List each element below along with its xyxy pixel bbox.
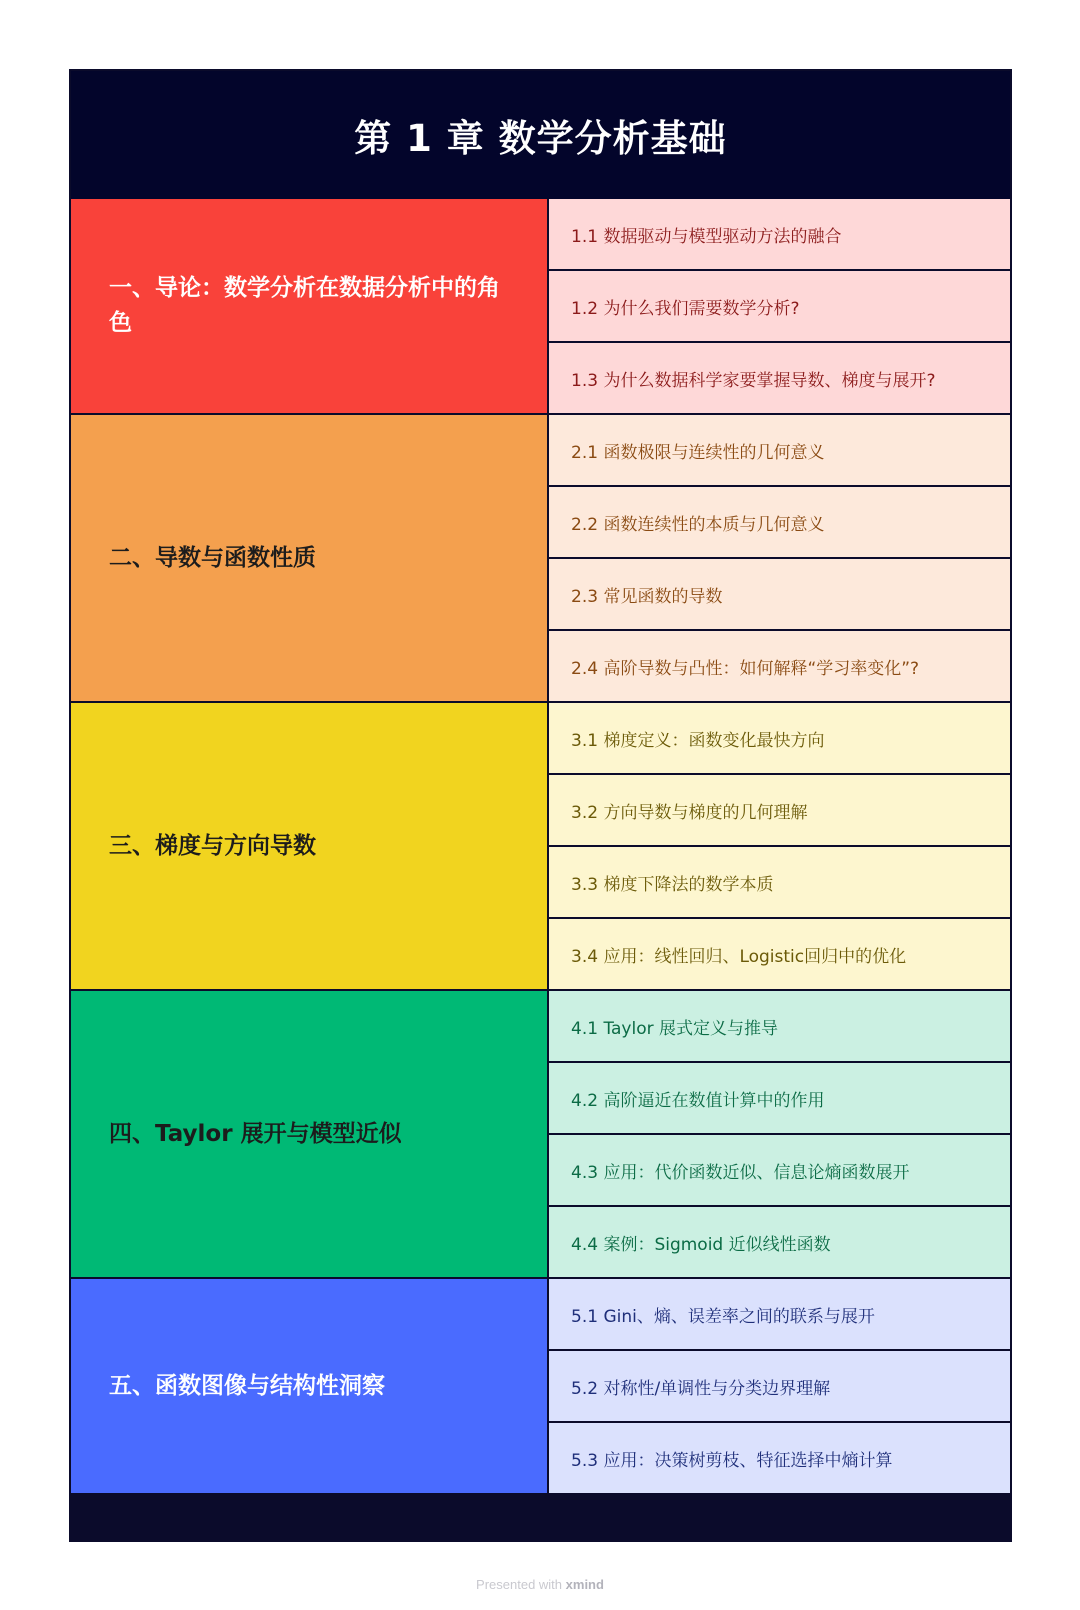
section-topic[interactable] — [71, 703, 547, 989]
section-subtopics — [549, 1279, 1010, 1495]
subtopic-item[interactable]: 4.3 应用：代价函数近似、信息论熵函数展开 — [549, 1135, 1010, 1205]
chapter-header — [71, 71, 1010, 199]
subtopic-item[interactable]: 1.1 数据驱动与模型驱动方法的融合 — [549, 199, 1010, 269]
xmind-brand: xmind — [565, 1577, 604, 1592]
subtopic-item[interactable]: 4.2 高阶逼近在数值计算中的作用 — [549, 1063, 1010, 1133]
subtopic-item[interactable]: 5.2 对称性/单调性与分类边界理解 — [549, 1351, 1010, 1421]
section-subtopics — [549, 415, 1010, 703]
section-topic[interactable] — [71, 415, 547, 701]
section-title: 二、导数与函数性质 — [109, 544, 316, 571]
subtopic-item[interactable]: 2.1 函数极限与连续性的几何意义 — [549, 415, 1010, 485]
section-title: 三、梯度与方向导数 — [109, 832, 316, 859]
footer-prefix: Presented with — [476, 1577, 563, 1592]
subtopic-item[interactable]: 3.3 梯度下降法的数学本质 — [549, 847, 1010, 917]
section-5 — [71, 1279, 1010, 1495]
subtopic-item[interactable]: 1.3 为什么数据科学家要掌握导数、梯度与展开? — [549, 343, 1010, 413]
section-1 — [71, 199, 1010, 415]
chapter-title: 第 1 章 数学分析基础 — [354, 117, 727, 160]
section-subtopics — [549, 199, 1010, 415]
subtopic-item[interactable]: 2.4 高阶导数与凸性：如何解释“学习率变化”? — [549, 631, 1010, 701]
section-title: 四、Taylor 展开与模型近似 — [109, 1120, 402, 1147]
subtopic-item[interactable]: 3.2 方向导数与梯度的几何理解 — [549, 775, 1010, 845]
subtopic-item[interactable]: 4.1 Taylor 展式定义与推导 — [549, 991, 1010, 1061]
section-subtopics — [549, 991, 1010, 1279]
section-title: 一、导论：数学分析在数据分析中的角色 — [109, 275, 500, 336]
footer-credit — [0, 1577, 1080, 1592]
section-topic[interactable] — [71, 991, 547, 1277]
subtopic-item[interactable]: 2.2 函数连续性的本质与几何意义 — [549, 487, 1010, 557]
subtopic-item[interactable]: 5.3 应用：决策树剪枝、特征选择中熵计算 — [549, 1423, 1010, 1493]
mindmap-board — [69, 69, 1012, 1542]
section-subtopics — [549, 703, 1010, 991]
section-title: 五、函数图像与结构性洞察 — [109, 1372, 385, 1399]
section-4 — [71, 991, 1010, 1279]
section-3 — [71, 703, 1010, 991]
section-2 — [71, 415, 1010, 703]
subtopic-item[interactable]: 1.2 为什么我们需要数学分析? — [549, 271, 1010, 341]
subtopic-item[interactable]: 5.1 Gini、熵、误差率之间的联系与展开 — [549, 1279, 1010, 1349]
subtopic-item[interactable]: 4.4 案例：Sigmoid 近似线性函数 — [549, 1207, 1010, 1277]
subtopic-item[interactable]: 2.3 常见函数的导数 — [549, 559, 1010, 629]
subtopic-item[interactable]: 3.4 应用：线性回归、Logistic回归中的优化 — [549, 919, 1010, 989]
section-topic[interactable] — [71, 1279, 547, 1493]
section-topic[interactable] — [71, 199, 547, 413]
subtopic-item[interactable]: 3.1 梯度定义：函数变化最快方向 — [549, 703, 1010, 773]
